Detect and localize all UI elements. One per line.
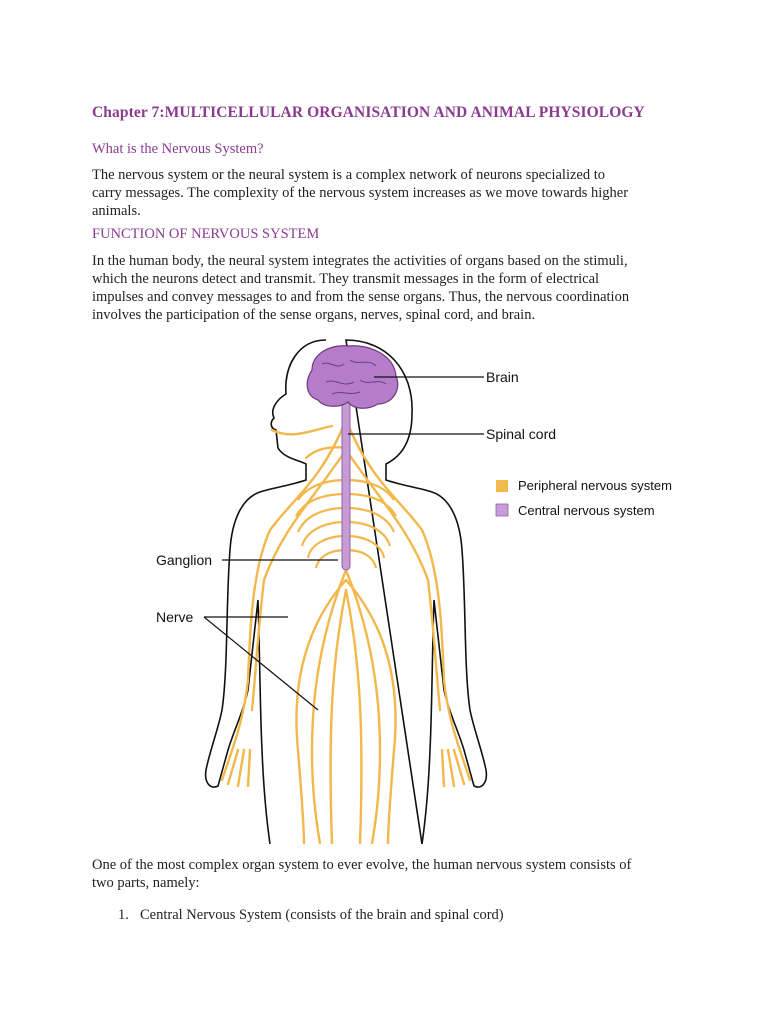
label-nerve: Nerve xyxy=(156,609,194,625)
text-line: One of the most complex organ system to ever evolve, the human nervous system consists of xyxy=(92,857,632,873)
text-line: carry messages. The complexity of the nervous system increases as we move towards higher xyxy=(92,185,629,201)
label-ganglion: Ganglion xyxy=(156,552,213,568)
figure-legend xyxy=(496,478,672,518)
label-spinal-cord: Spinal cord xyxy=(486,426,557,442)
paragraph-parts xyxy=(92,856,672,892)
legend-swatch-central xyxy=(496,504,508,516)
legend-label-central: Central nervous system xyxy=(518,503,655,518)
nervous-system-figure xyxy=(92,330,676,844)
section-heading-function: FUNCTION OF NERVOUS SYSTEM xyxy=(92,226,320,242)
section-heading-what-is: What is the Nervous System? xyxy=(92,141,264,157)
paragraph-function xyxy=(92,252,672,324)
legend-label-peripheral: Peripheral nervous system xyxy=(518,478,672,493)
list-text: Central Nervous System (consists of the brain and spinal cord) xyxy=(140,907,504,923)
text-line: involves the participation of the sense organs, nerves, spinal cord, and brain. xyxy=(92,307,536,323)
paragraph-definition xyxy=(92,166,672,220)
spinal-cord xyxy=(342,390,350,570)
ganglion-marker xyxy=(343,559,349,565)
list-number: 1. xyxy=(118,907,129,923)
text-line: impulses and convey messages to and from the sense organs. Thus, the nervous coordination xyxy=(92,289,630,305)
label-brain: Brain xyxy=(486,369,519,385)
text-line: The nervous system or the neural system is a complex network of neurons specialized to xyxy=(92,167,606,183)
legend-swatch-peripheral xyxy=(496,480,508,492)
text-line: two parts, namely: xyxy=(92,875,200,891)
list-item xyxy=(118,907,504,924)
text-line: animals. xyxy=(92,203,141,219)
text-line: In the human body, the neural system integrates the activities of organs based on the stimuli, xyxy=(92,253,628,269)
text-line: which the neurons detect and transmit. They transmit messages in the form of electrical xyxy=(92,271,600,287)
chapter-title: Chapter 7:MULTICELLULAR ORGANISATION AND ANIMAL PHYSIOLOGY xyxy=(92,104,645,121)
